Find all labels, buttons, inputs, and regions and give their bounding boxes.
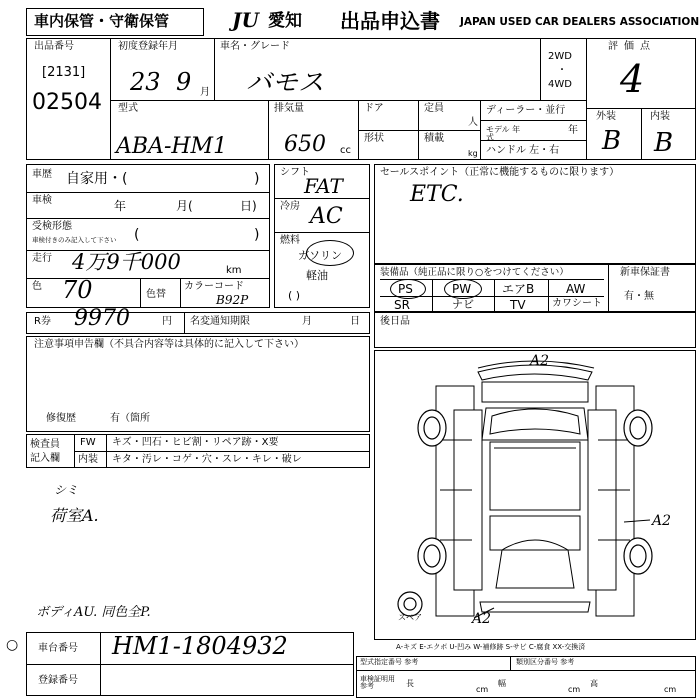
fw-label: FW	[80, 437, 96, 448]
drive-2wd: 2WD	[548, 51, 572, 62]
after-box	[374, 312, 696, 348]
transfer-month: 月	[302, 316, 312, 327]
reg-month: 9	[176, 68, 192, 96]
equip-sr: SR	[394, 298, 410, 312]
reg-label: 初度登録年月	[118, 41, 178, 52]
color-code: B92P	[216, 293, 249, 307]
damage-legend: A-キズ E-エクボ U-凹み W-補修跡 S-サビ C-腐食 XX-交換済	[396, 643, 586, 651]
form-title: 出品申込書	[340, 9, 440, 33]
after-label: 後日品	[380, 316, 410, 327]
shift-value: FAT	[304, 174, 343, 198]
car-name: バモス	[246, 68, 325, 98]
chassis-label: 車台番号	[38, 643, 78, 654]
height-unit: cm	[664, 685, 677, 694]
recycle-yen: 円	[162, 316, 172, 327]
color-value: 70	[62, 276, 93, 304]
selling-box	[374, 164, 696, 264]
equip-ps: PS	[398, 282, 413, 296]
reg-year: 23	[130, 68, 161, 96]
lot-number: 02504	[32, 90, 102, 115]
width-unit: cm	[568, 685, 581, 694]
reg-number-label: 登録番号	[38, 675, 78, 686]
score-value: 4	[620, 57, 645, 101]
storage-tag: 車内保管・守衛保管	[34, 12, 170, 30]
warranty-opts: 有・無	[624, 291, 654, 302]
shift-label: シフト	[280, 167, 310, 178]
history-close: )	[254, 171, 260, 187]
length-label: 長	[406, 679, 414, 688]
drive-4wd: 4WD	[548, 79, 572, 90]
naiso-label: 内装	[78, 454, 98, 465]
ext-label: 外装	[596, 111, 616, 122]
type-cert-label: 型式指定番号 参考	[360, 658, 419, 666]
equip-ps-circle	[390, 279, 426, 299]
disp-cc: cc	[340, 145, 351, 156]
damage-a2-front: A2	[530, 353, 550, 369]
inspection-d: 日)	[240, 199, 257, 213]
mileage-value: 4万9千000	[72, 250, 181, 274]
equip-pw: PW	[452, 282, 472, 296]
assoc-name: JAPAN USED CAR DEALERS ASSOCIATION	[460, 16, 700, 28]
repair-label: 修復歴	[46, 413, 76, 424]
note-stain: シミ	[54, 483, 79, 497]
lot-code: [2131]	[42, 65, 86, 80]
repair-opts: 有（箇所	[110, 413, 150, 424]
ac-label: 冷房	[280, 201, 300, 212]
equip-pw-circle	[444, 279, 482, 299]
fuel-other: ( )	[288, 289, 301, 302]
mileage-unit: km	[226, 265, 242, 276]
selling-label: セールスポイント（正常に機能するものに限ります）	[380, 167, 620, 178]
recycle-value: 9970	[74, 306, 130, 331]
spare-label: スペア	[398, 613, 422, 622]
color-code-label: カラーコード	[184, 281, 244, 292]
warranty-label: 新車保証書	[620, 267, 670, 278]
note-cargo: 荷室A.	[50, 506, 99, 525]
name-label: 車名・グレード	[220, 41, 290, 52]
model-value: ABA-HM1	[116, 134, 228, 159]
int-label: 内装	[650, 111, 670, 122]
note-body: ボディAU. 同色全P.	[36, 605, 151, 620]
load-label: 積載	[424, 133, 444, 144]
fuel-diesel: 軽油	[306, 269, 328, 282]
score-label: 評価点	[608, 41, 656, 52]
ext-grade: B	[602, 126, 622, 156]
color-no-label: 色替	[146, 289, 166, 300]
fuel-gas: ガソリン	[298, 249, 342, 262]
notes-label: 注意事項申告欄（不具合内容等は具体的に記入して下さい）	[34, 339, 304, 350]
transfer-label: 名変通知期限	[190, 316, 250, 327]
recv-close: )	[254, 227, 260, 243]
model-label: 型式	[118, 103, 138, 114]
equip-navi: ナビ	[452, 298, 474, 311]
equip-label: 装備品（純正品に限り○をつけてください）	[380, 267, 569, 278]
width-label: 幅	[498, 679, 506, 688]
car-diagram	[374, 350, 696, 640]
class-cert-label: 類別区分番号 参考	[516, 658, 575, 666]
shape-label: 形状	[364, 133, 384, 144]
model-year-label: モデル 年式	[486, 125, 521, 142]
ju-logo: JU	[232, 8, 259, 32]
recv-note: 車検付きのみ記入して下さい	[32, 236, 117, 244]
damage-a2-rear: A2	[472, 611, 492, 627]
kg-unit: kg	[468, 149, 478, 158]
height-label: 高	[590, 679, 598, 688]
drive-dot: ・	[557, 65, 567, 76]
fuel-gas-circle	[306, 240, 354, 266]
damage-a2-side: A2	[652, 513, 672, 529]
mileage-label: 走行	[32, 253, 52, 264]
notes-box	[26, 336, 370, 432]
equip-airbag: エアB	[502, 282, 535, 296]
lot-label: 出品番号	[34, 41, 74, 52]
handle-label: ハンドル 左・右	[486, 145, 560, 156]
door-label: ドア	[364, 103, 384, 114]
dealer-label: ディーラー・並行	[486, 105, 566, 116]
capacity-label: 定員	[424, 103, 444, 114]
person-unit: 人	[468, 117, 478, 128]
disp-label: 排気量	[274, 103, 304, 114]
naiso-items: キタ・汚レ・コゲ・穴・スレ・キレ・破レ	[112, 454, 302, 465]
equip-seat: カワシート	[552, 298, 602, 309]
transfer-day: 日	[350, 316, 360, 327]
disp-value: 650	[284, 132, 326, 157]
inspection-y: 年	[114, 199, 127, 213]
color-label: 色	[32, 281, 42, 292]
cert-label: 車検証明用 参考	[360, 675, 395, 690]
year-unit: 年	[568, 125, 578, 136]
history-label: 車歴	[32, 169, 52, 180]
fuel-label: 燃料	[280, 235, 300, 246]
ac-value: AC	[310, 204, 343, 229]
chassis-value: HM1-1804932	[112, 632, 288, 660]
int-grade: B	[654, 128, 674, 158]
inspection-label: 車検	[32, 195, 52, 206]
recv-open: (	[134, 227, 140, 243]
history-value: 自家用・(	[66, 171, 128, 187]
corner-mark: ○	[6, 637, 19, 653]
recycle-label: R券	[34, 316, 51, 327]
selling-value: ETC.	[410, 182, 464, 207]
org-name: 愛知	[268, 11, 302, 31]
fw-items: キズ・凹石・ヒビ割・リペア跡・X要	[112, 437, 279, 448]
inspection-m: 月(	[176, 199, 193, 213]
equip-aw: AW	[566, 282, 586, 296]
equip-tv: TV	[510, 298, 526, 312]
reg-month-unit: 月	[200, 87, 210, 98]
recv-label: 受検形態	[32, 221, 72, 232]
inspector-label: 検査員 記入欄	[30, 439, 60, 464]
length-unit: cm	[476, 685, 489, 694]
